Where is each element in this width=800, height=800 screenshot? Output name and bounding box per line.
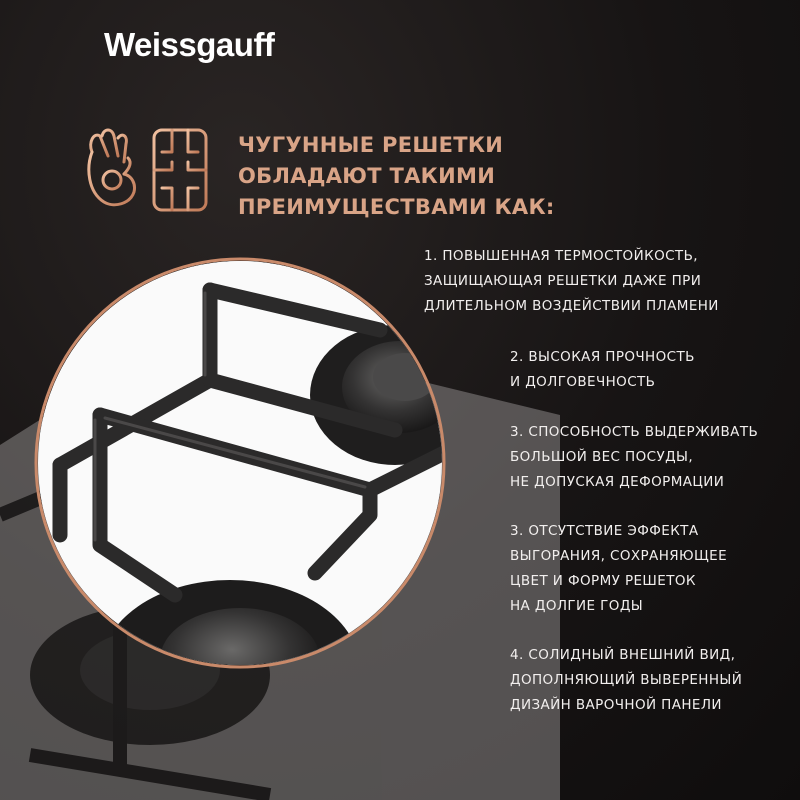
feature-line: И ДОЛГОВЕЧНОСТЬ [510,374,656,390]
headline-line: ОБЛАДАЮТ ТАКИМИ [238,164,496,188]
feature-line: 3. СПОСОБНОСТЬ ВЫДЕРЖИВАТЬ [510,424,759,440]
headline-line: ЧУГУННЫЕ РЕШЕТКИ [238,133,504,157]
feature-line: НЕ ДОПУСКАЯ ДЕФОРМАЦИИ [510,474,725,490]
feature-item-4 [510,519,727,619]
feature-line: ЗАЩИЩАЮЩАЯ РЕШЕТКИ ДАЖЕ ПРИ [424,273,702,289]
feature-line: НА ДОЛГИЕ ГОДЫ [510,598,644,614]
feature-line: 2. ВЫСОКАЯ ПРОЧНОСТЬ [510,349,695,365]
feature-line: ДОПОЛНЯЮЩИЙ ВЫВЕРЕННЫЙ [510,672,743,688]
feature-item-5 [510,643,742,718]
feature-line: БОЛЬШОЙ ВЕС ПОСУДЫ, [510,449,694,465]
feature-line: 4. СОЛИДНЫЙ ВНЕШНИЙ ВИД, [510,647,736,663]
feature-item-2 [510,345,695,395]
feature-line: ЦВЕТ И ФОРМУ РЕШЕТОК [510,573,696,589]
icon-group [78,122,218,218]
grate-icon [154,130,206,210]
headline-line: ПРЕИМУЩЕСТВАМИ КАК: [238,195,555,219]
feature-line: ВЫГОРАНИЯ, СОХРАНЯЮЩЕЕ [510,548,728,564]
brand-logo: Weissgauff [104,26,275,63]
ok-hand-icon [89,130,135,205]
feature-item-3 [510,420,758,495]
feature-item-1 [424,244,719,319]
feature-line: 1. ПОВЫШЕННАЯ ТЕРМОСТОЙКОСТЬ, [424,248,698,264]
headline [238,130,555,223]
feature-line: 3. ОТСУТСТВИЕ ЭФФЕКТА [510,523,699,539]
feature-line: ДЛИТЕЛЬНОМ ВОЗДЕЙСТВИИ ПЛАМЕНИ [424,298,719,314]
feature-line: ДИЗАЙН ВАРОЧНОЙ ПАНЕЛИ [510,697,722,713]
